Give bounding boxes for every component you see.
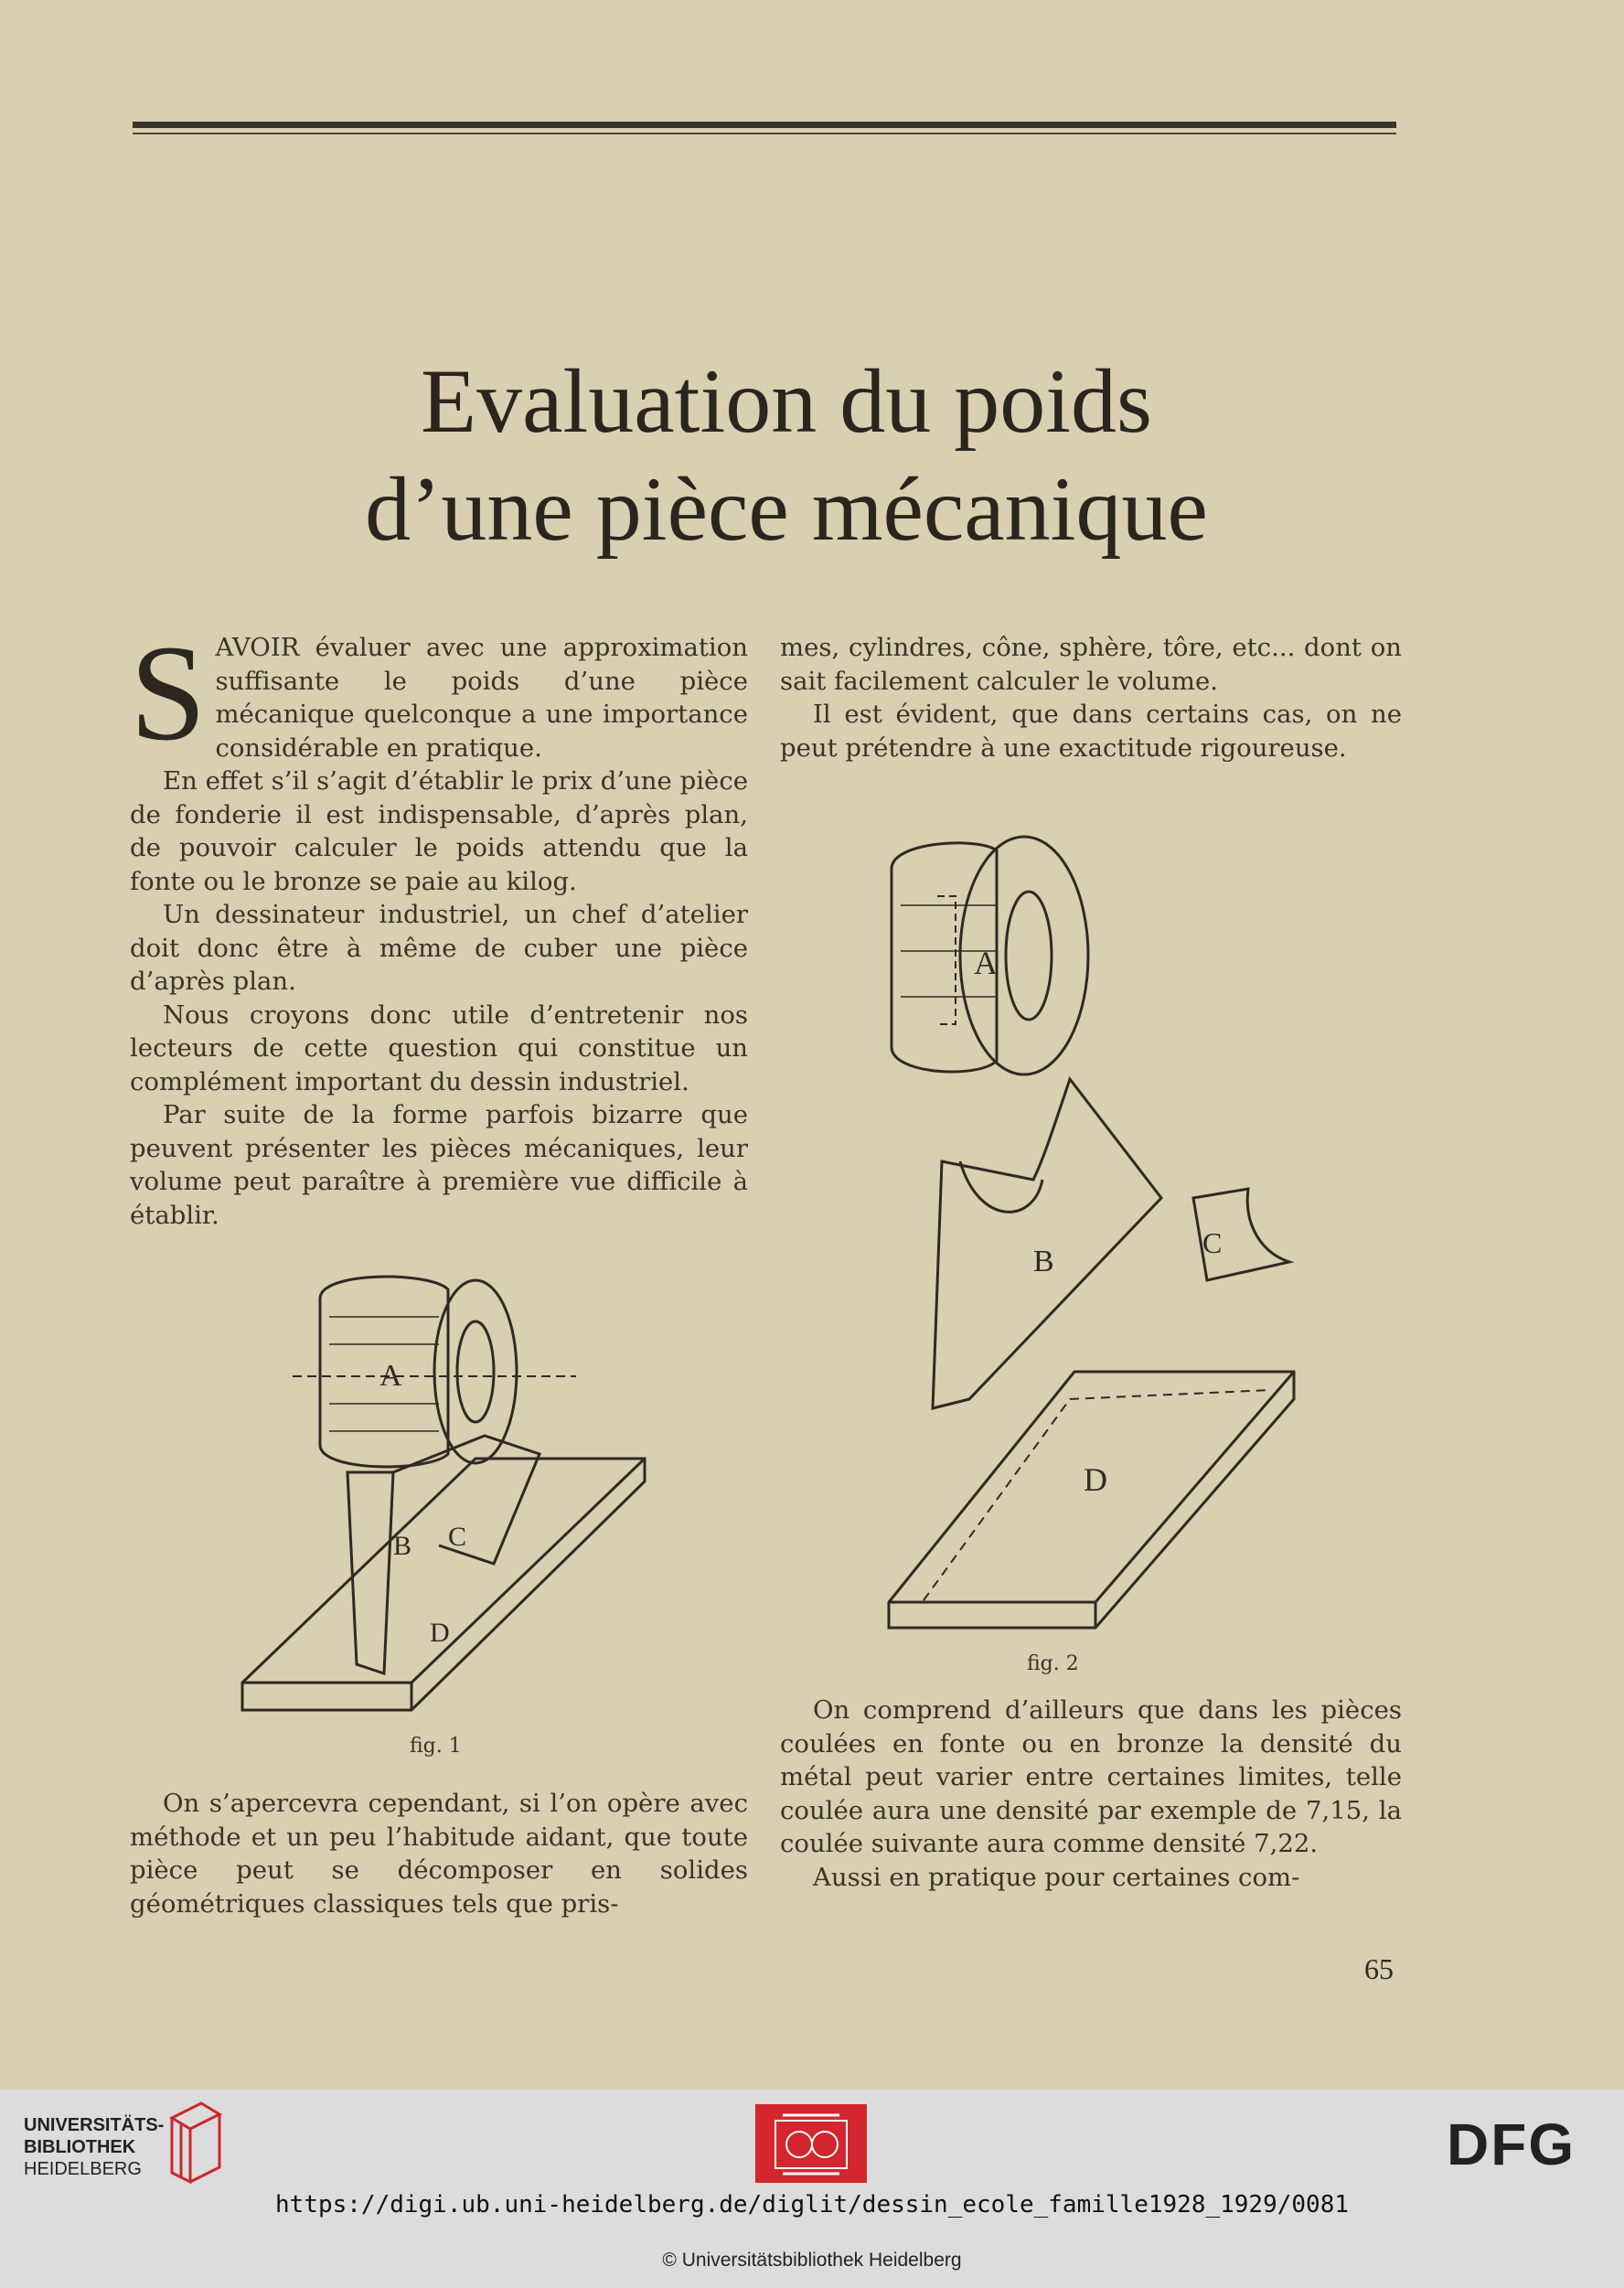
figure-1-caption: fig. 1 (410, 1735, 462, 1758)
header-rule (133, 122, 1396, 128)
paragraph-9: On comprend d’ailleurs que dans les pièces coulées en fonte ou en bronze la densité du métal peut varier entre certaines limites, telle coulée aura une densité par exemple de 7,15, la coulée suivante aura comme densité 7,22. (780, 1695, 1402, 1858)
epistemic-logo[interactable] (755, 2104, 867, 2183)
fig1-label-d: D (430, 1618, 450, 1648)
figure-1-drawing (229, 1253, 668, 1728)
fig1-label-a: A (379, 1359, 402, 1393)
figure-2-drawing (869, 814, 1308, 1637)
copyright-notice: © Universitätsbibliothek Heidelberg (662, 2250, 962, 2271)
paragraph-10: Aussi en pratique pour certaines com- (813, 1862, 1300, 1892)
right-column-top (780, 631, 1402, 764)
article-title (274, 347, 1298, 563)
fig2-label-c: C (1202, 1226, 1223, 1259)
library-logo-icon[interactable] (165, 2100, 229, 2184)
page-number: 65 (1364, 1952, 1394, 1985)
drop-cap: S (130, 617, 207, 769)
fig2-label-b: B (1033, 1245, 1054, 1278)
figure-2-caption: fig. 2 (1027, 1652, 1079, 1675)
library-logo-text[interactable]: UNIVERSITÄTS- BIBLIOTHEK HEIDELBERG (24, 2115, 165, 2179)
fig2-label-d: D (1084, 1461, 1107, 1498)
paragraph-4: Nous croyons donc utile d’entretenir nos lecteurs de cette question qui constitue un complément important du dessin industriel. (130, 1000, 748, 1096)
fig1-label-c: C (448, 1522, 467, 1552)
header-rule-thin (133, 133, 1396, 134)
left-column (130, 617, 748, 1232)
paragraph-6: mes, cylindres, cône, sphère, tôre, etc... dont on sait facilement calculer le volume. (780, 633, 1402, 696)
dfg-logo[interactable]: DFG (1447, 2112, 1576, 2177)
paragraph-1: SAVOIR évaluer avec une approximation suffisante le poids d’une pièce mécanique quelconque a une importance considérable en pratique. (130, 617, 748, 769)
paragraph-7: Il est évident, que dans certains cas, on ne peut prétendre à une exactitude rigoureuse. (780, 700, 1402, 763)
paragraph-8: On s’apercevra cependant, si l’on opère avec méthode et un peu l’habitude aidant, que toute pièce peut se décomposer en solides géométriques classiques tels que pris- (130, 1789, 748, 1919)
paragraph-2: En effet s’il s’agit d’établir le prix d’une pièce de fonderie il est indispensable, d’après plan, de pouvoir calculer le poids attendu que la fonte ou le bronze se paie au kilog. (130, 766, 748, 896)
title-line-1: Evaluation du poids (421, 350, 1152, 452)
fig2-label-a: A (974, 945, 998, 981)
fig1-label-b: B (393, 1531, 412, 1561)
title-line-2: d’une pièce mécanique (365, 458, 1208, 560)
right-column-bottom (780, 1694, 1402, 1894)
paragraph-5: Par suite de la forme parfois bizarre que peuvent présenter les pièces mécaniques, leur volume peut paraître à première vue difficile à établir. (130, 1100, 748, 1230)
left-column-bottom (130, 1787, 748, 1920)
epistemic-logo-icon (755, 2104, 867, 2183)
paragraph-3: Un dessinateur industriel, un chef d’atelier doit donc être à même de cuber une pièce d’après plan. (130, 900, 748, 996)
permalink-url[interactable]: https://digi.ub.uni-heidelberg.de/diglit/dessin_ecole_famille1928_1929/0081 (275, 2191, 1349, 2219)
